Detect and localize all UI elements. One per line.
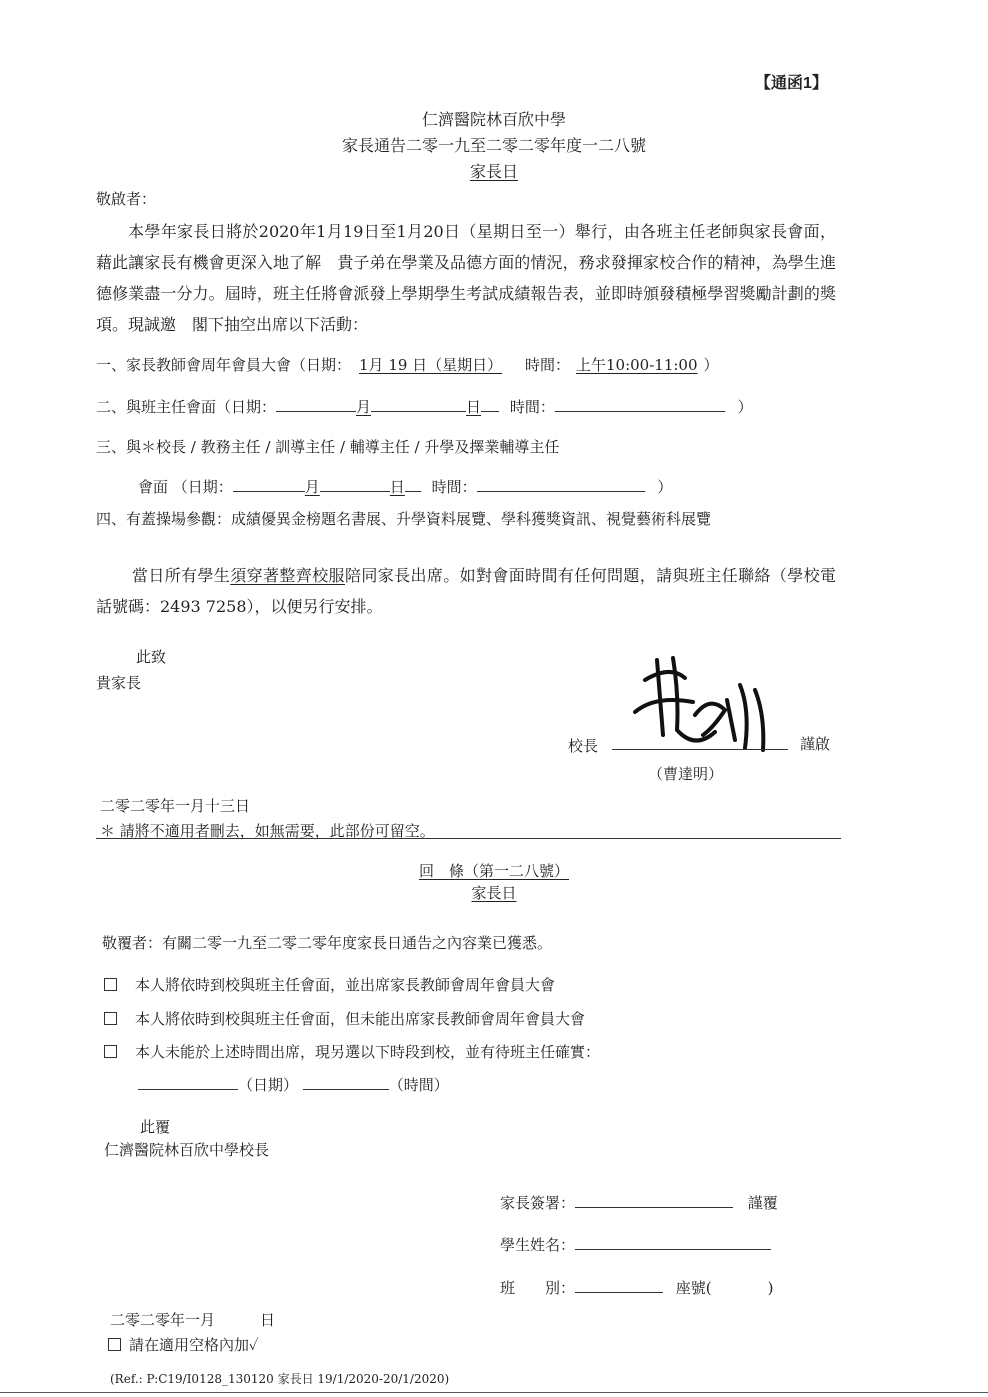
cut-line <box>96 838 841 839</box>
closing-to: 此致 <box>136 648 167 666</box>
reply-subtitle: 家長日 <box>471 884 517 902</box>
activity-2: 二、與班主任會面（日期： 月 日 時間： ） <box>96 398 753 416</box>
reply-date: 二零二零年一月 日 <box>110 1311 276 1329</box>
alt-time-field[interactable] <box>303 1075 389 1090</box>
circular-ref-tag: 【通函1】 <box>755 75 828 92</box>
principal-sign-line <box>612 749 788 750</box>
activity-1-date: 1月 19 日（星期日） <box>359 356 503 374</box>
principal-name: （曹達明） <box>648 765 724 783</box>
reference: (Ref.: P:C19/I0128_130120 家長日 19/1/2020-20/1/2020) <box>110 1372 450 1386</box>
alternative-slot: （日期） （時間） <box>138 1074 449 1095</box>
checkbox[interactable] <box>104 1045 117 1058</box>
closing-respect: 謹啟 <box>800 735 831 753</box>
notice-date: 二零二零年一月十三日 <box>100 797 251 815</box>
principal-signature <box>615 640 785 755</box>
tick-note: 請在適用空格內加✓ <box>108 1334 259 1355</box>
reply-ack: 敬覆者：有關二零一九至二零二零年度家長日通告之內容業已獲悉。 <box>102 934 553 952</box>
tick-box-icon <box>108 1338 121 1351</box>
footnote: ＊ 請將不適用者刪去，如無需要，此部份可留空。 <box>100 822 435 840</box>
activity-2-label: 二、與班主任會面（日期： <box>96 398 277 416</box>
reply-recipient: 仁濟醫院林百欣中學校長 <box>104 1141 270 1159</box>
activity-3-line2: 會面 （日期： 月 日 時間： ） <box>138 478 673 496</box>
activity-4: 四、有蓋操場參觀：成績優異金榜題名書展、升學資料展覽、學科獲獎資訊、視覺藝術科展覽 <box>96 510 712 528</box>
closing-recipient: 貴家長 <box>96 674 142 692</box>
reply-option-1: 本人將依時到校與班主任會面，並出席家長教師會周年會員大會 <box>104 974 555 995</box>
note-paragraph: 當日所有學生須穿著整齊校服陪同家長出席。如對會面時間有任何問題，請與班主任聯絡（學校電話號碼：2493 7258），以便另行安排。 <box>96 566 836 616</box>
reply-closing-to: 此覆 <box>140 1118 171 1136</box>
activity-1-time: 上午10:00-11:00 <box>575 356 698 374</box>
alt-date-field[interactable] <box>138 1075 238 1090</box>
intro-paragraph: 本學年家長日將於2020年1月19日至1月20日（星期日至一）舉行，由各班主任老師與家長會面，藉此讓家長有機會更深入地了解 貴子弟在學業及品德方面的情況，務求發揮家校合作的精神，為學生進德修業盡一分力。屆時，班主任將會派發上學期學生考試成績報告表，並即時頒發積極學習獎勵計劃的獎項。現誠邀 閣下抽空出席以下活動： <box>96 222 836 334</box>
parent-signature: 家長簽署： 謹覆 <box>500 1194 778 1212</box>
student-name: 學生姓名： <box>500 1234 771 1255</box>
activity-1-label: 一、家長教師會周年會員大會（日期： <box>96 356 352 374</box>
parent-signature-field[interactable] <box>575 1193 733 1208</box>
school-name: 仁濟醫院林百欣中學 <box>421 110 566 129</box>
reply-option-3: 本人未能於上述時間出席，現另選以下時段到校，並有待班主任確實： <box>104 1041 600 1062</box>
principal-label: 校長 <box>568 737 599 755</box>
reply-option-2: 本人將依時到校與班主任會面，但未能出席家長教師會周年會員大會 <box>104 1008 585 1029</box>
student-name-field[interactable] <box>575 1235 771 1250</box>
checkbox[interactable] <box>104 978 117 991</box>
activity-1: 一、家長教師會周年會員大會（日期： 1月 19 日（星期日） 時間： 上午10:00-11:00 ） <box>96 356 719 374</box>
activity-1-time-label: 時間： <box>524 356 570 374</box>
activity-3-line1: 三、與＊校長 / 教務主任 / 訓導主任 / 輔導主任 / 升學及擇業輔導主任 <box>96 438 560 456</box>
checkbox[interactable] <box>104 1012 117 1025</box>
notice-subject: 家長日 <box>469 162 518 181</box>
salutation: 敬啟者： <box>96 190 157 208</box>
page-edge <box>0 1392 988 1393</box>
notice-number: 家長通告二零一九至二零二零年度一二八號 <box>341 136 646 155</box>
reply-title: 回 條（第一二八號） <box>418 862 569 880</box>
class-field[interactable] <box>575 1278 663 1293</box>
class-seat: 班 別： 座號( ) <box>500 1279 774 1297</box>
